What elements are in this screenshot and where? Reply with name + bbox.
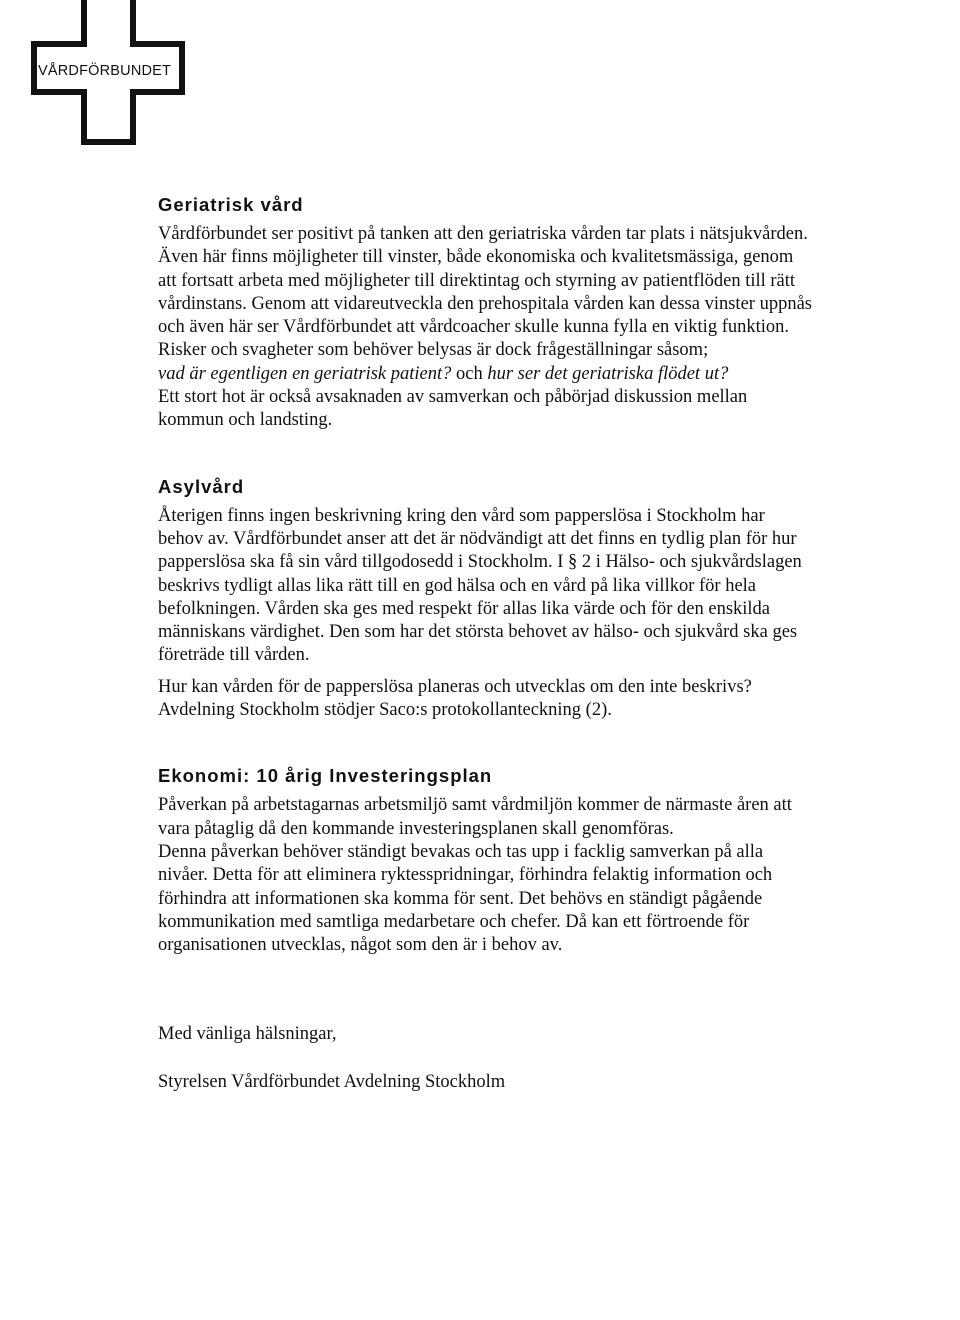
text-line: vara påtaglig då den kommande investeringsplanen skall genomföras. [158, 818, 674, 839]
section-geriatrisk-vard [158, 193, 898, 433]
section-asylvard [158, 475, 898, 723]
text-line: att fortsatt arbeta med möjligheter till direktintag och styrning av patientflöden till rätt [158, 270, 796, 291]
text-line: vårdinstans. Genom att vidareutveckla den prehospitala vården kan dessa vinster uppnås [158, 293, 812, 314]
text-line: Återigen finns ingen beskrivning kring den vård som papperslösa i Stockholm har [158, 505, 765, 526]
text-line: Ett stort hot är också avsaknaden av samverkan och påbörjad diskussion mellan [158, 387, 748, 408]
text-line: papperslösa ska få sin vård tillgodosedd i Stockholm. I § 2 i Hälso- och sjukvårdslagen [158, 552, 802, 573]
text-line: Avdelning Stockholm stödjer Saco:s protokollanteckning (2). [158, 700, 612, 721]
closing-greeting: Med vänliga hälsningar, [158, 1024, 337, 1045]
text-line: befolkningen. Vården ska ges med respekt för allas lika värde och för den enskilda [158, 598, 771, 619]
signature: Styrelsen Vårdförbundet Avdelning Stockholm [158, 1071, 506, 1092]
section-heading: Ekonomi: 10 årig Investeringsplan [158, 765, 493, 787]
question-line [158, 363, 898, 386]
text-line: kommunikation med samtliga medarbetare och chefer. Då kan ett förtroende för [158, 911, 750, 932]
text-line: beskrivs tydligt allas lika rätt till en god hälsa och en vård på lika villkor för hela [158, 575, 757, 596]
text-line: människans värdighet. Den som har det största behovet av hälso- och sjukvård ska ges [158, 622, 798, 643]
text-line: behov av. Vårdförbundet anser att det är nödvändigt att det finns en tydlig plan för hur [158, 528, 797, 549]
section-ekonomi [158, 764, 898, 957]
italic-question: hur ser det geriatriska flödet ut? [487, 363, 729, 384]
text-line: företräde till vården. [158, 645, 310, 666]
italic-question: vad är egentligen en geriatrisk patient? [158, 363, 452, 384]
text-line: Påverkan på arbetstagarnas arbetsmiljö samt vårdmiljön kommer de närmaste åren att [158, 795, 792, 816]
joiner-text: och [451, 363, 488, 384]
text-line: och även här ser Vårdförbundet att vårdcoacher skulle kunna fylla en viktig funktion. [158, 317, 790, 338]
text-line: förhindra att informationen ska komma för sent. Det behövs en ständigt pågående [158, 888, 763, 909]
section-heading: Geriatrisk vård [158, 194, 304, 215]
letter-body [158, 193, 898, 1094]
text-line: Hur kan vården för de papperslösa planeras och utvecklas om den inte beskrivs? [158, 676, 752, 697]
text-line: organisationen utvecklas, något som den är i behov av. [158, 935, 563, 956]
text-line: Vårdförbundet ser positivt på tanken att den geriatriska vården tar plats i nätsjukvården. [158, 224, 808, 244]
text-line: nivåer. Detta för att eliminera ryktesspridningar, förhindra felaktig information och [158, 865, 773, 886]
logo-text: VÅRDFÖRBUNDET [38, 63, 172, 79]
section-heading: Asylvård [158, 475, 245, 497]
text-line: Risker och svagheter som behöver belysas är dock frågeställningar såsom; [158, 340, 709, 361]
text-line: kommun och landsting. [158, 410, 333, 431]
text-line: Även här finns möjligheter till vinster, både ekonomiska och kvalitetsmässiga, genom [158, 247, 794, 268]
vardforbundet-logo [30, 0, 190, 148]
text-line: Denna påverkan behöver ständigt bevakas och tas upp i facklig samverkan på alla [158, 841, 764, 862]
